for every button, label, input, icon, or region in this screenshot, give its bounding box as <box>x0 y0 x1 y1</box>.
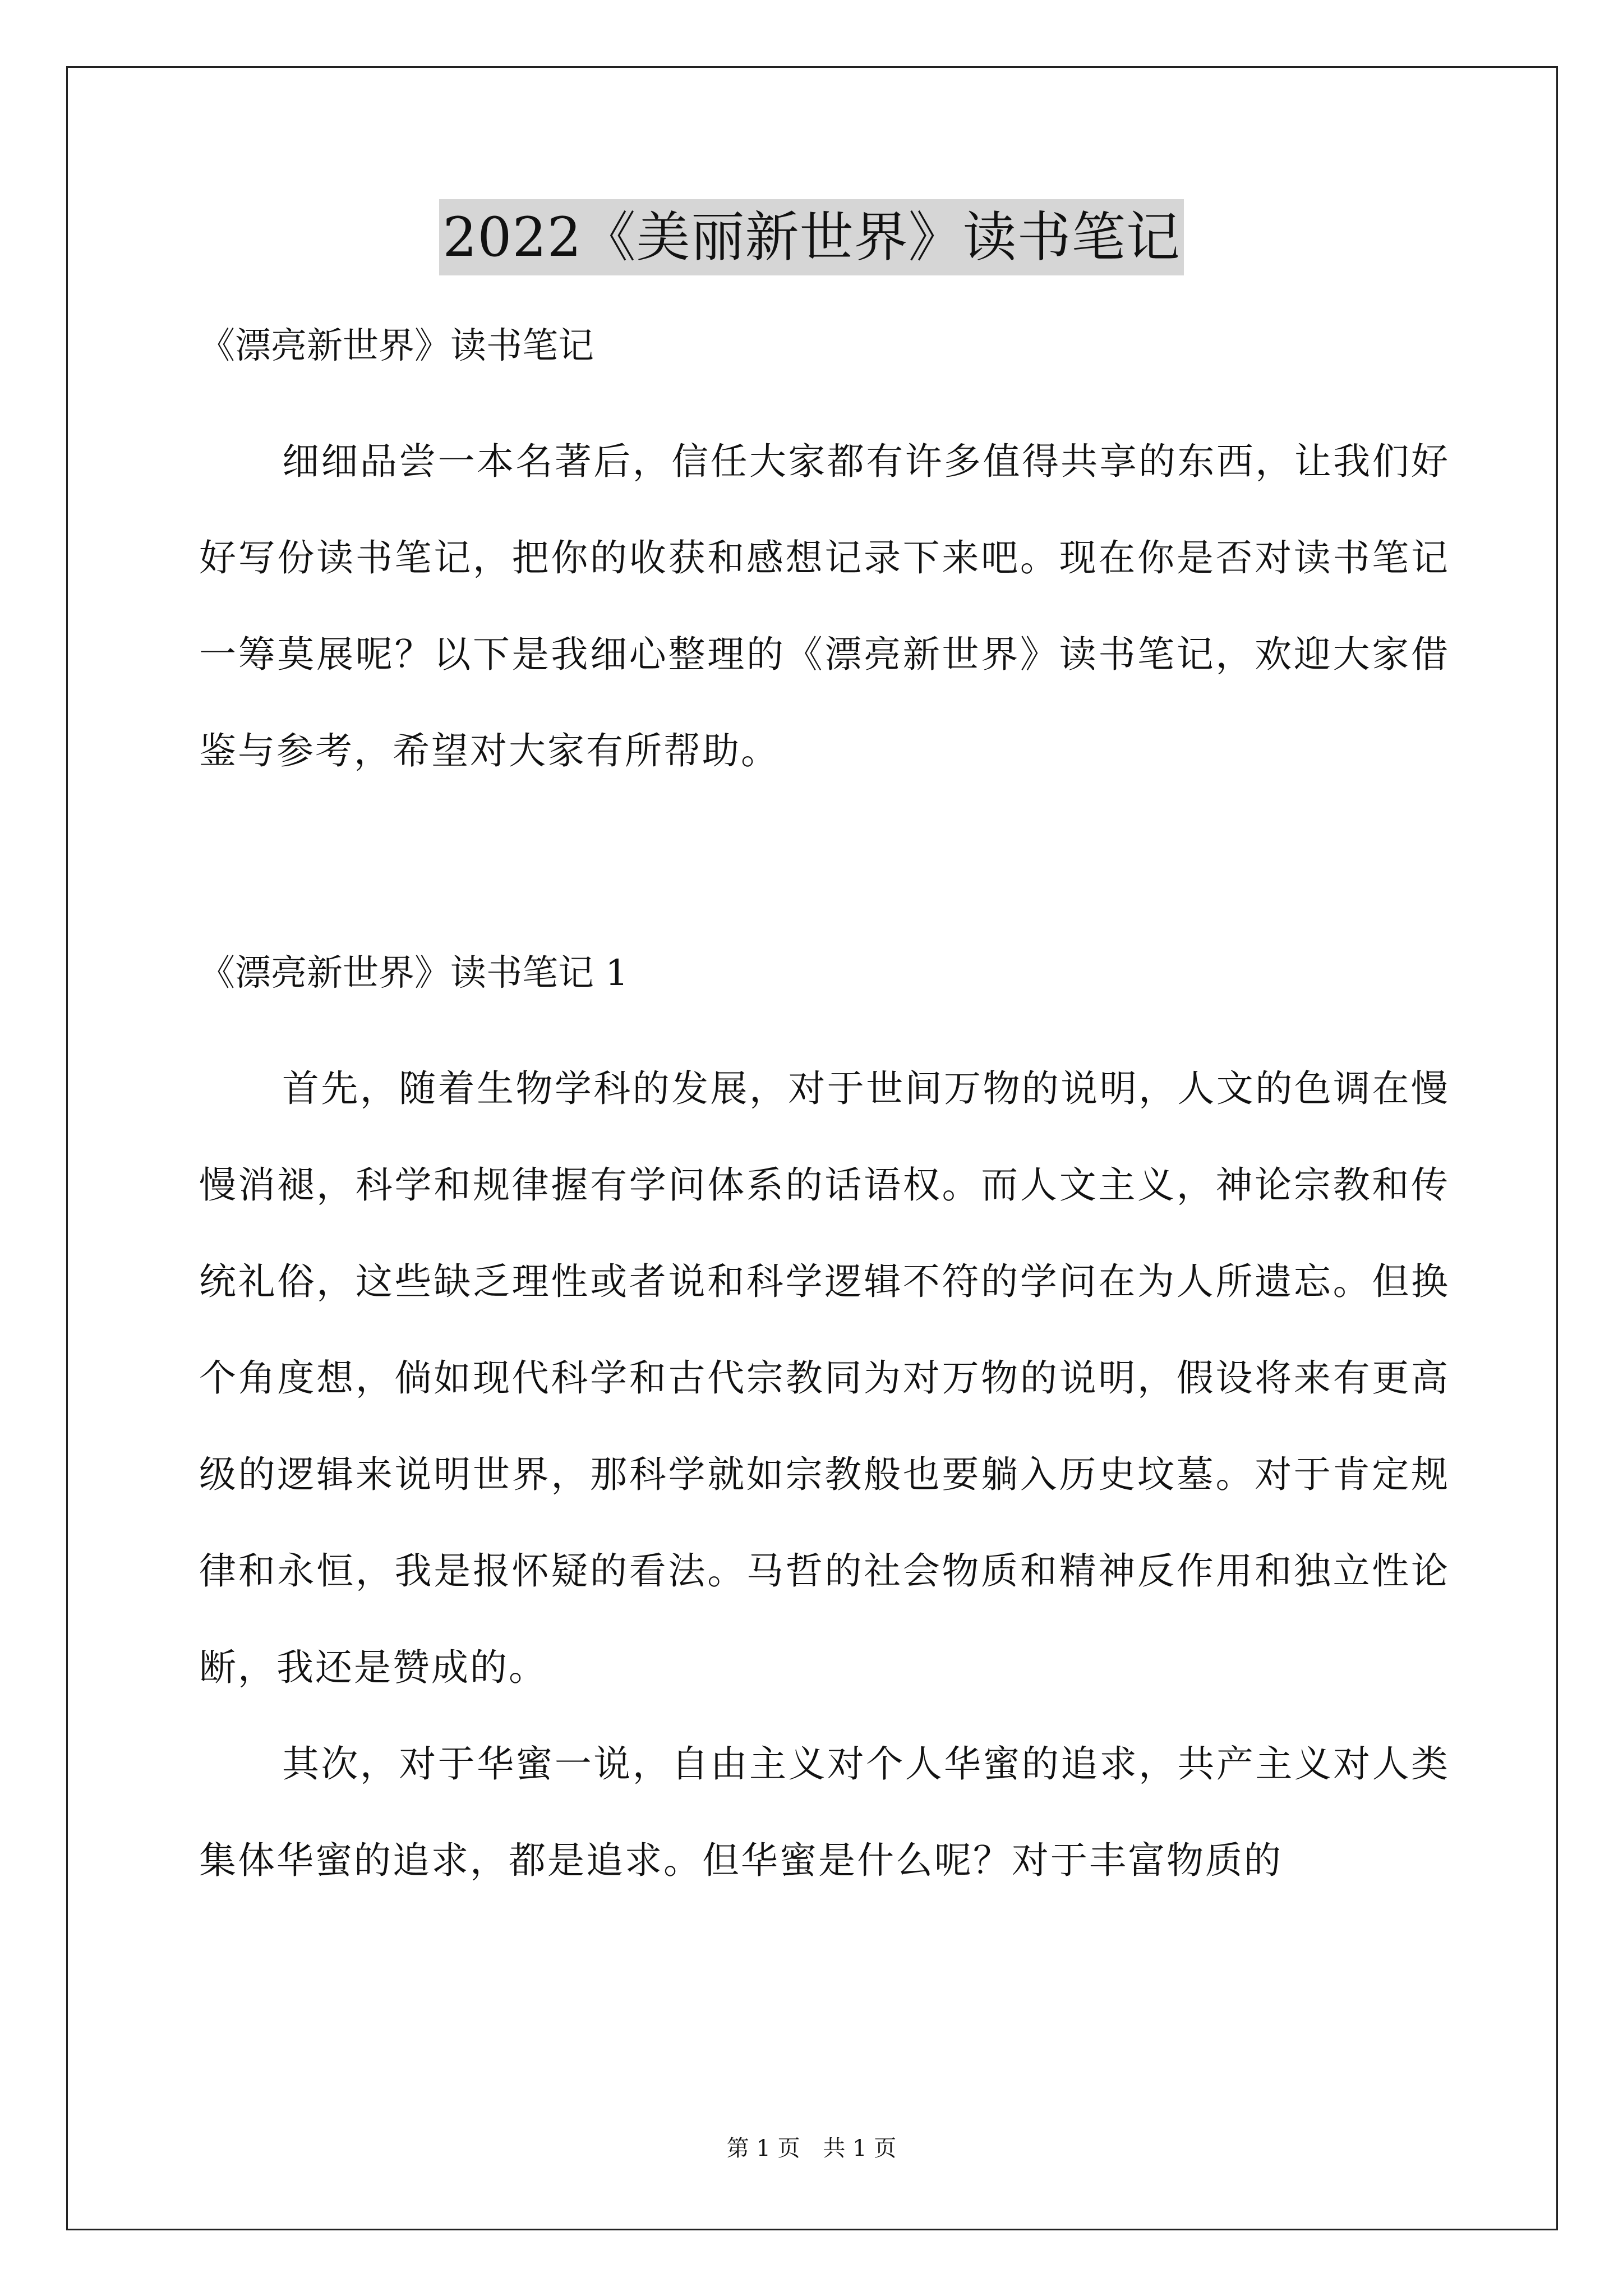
document-title: 2022《美丽新世界》读书笔记 <box>439 199 1183 275</box>
intro-paragraph: 细细品尝一本名著后，信任大家都有许多值得共享的东西，让我们好好写份读书笔记，把你的收获和感想记录下来吧。现在你是否对读书笔记一筹莫展呢？以下是我细心整理的《漂亮新世界》读书笔记，欢迎大家借鉴与参考，希望对大家有所帮助。 <box>199 440 1450 772</box>
title-container <box>0 199 1623 275</box>
document-body <box>199 325 1450 1909</box>
page-number-current: 第 1 页 <box>726 2136 800 2161</box>
body-paragraph-2: 其次，对于华蜜一说，自由主义对个人华蜜的追求，共产主义对人类集体华蜜的追求，都是追求。但华蜜是什么呢？对于丰富物质的 <box>199 1742 1450 1882</box>
body-paragraph-1: 首先，随着生物学科的发展，对于世间万物的说明，人文的色调在慢慢消褪，科学和规律握有学问体系的话语权。而人文主义，神论宗教和传统礼俗，这些缺乏理性或者说和科学逻辑不符的学问在为人所遗忘。但换个角度想，倘如现代科学和古代宗教同为对万物的说明，假设将来有更高级的逻辑来说明世界，那科学就如宗教般也要躺入历史坟墓。对于肯定规律和永恒，我是报怀疑的看法。马哲的社会物质和精神反作用和独立性论断，我还是赞成的。 <box>199 1067 1450 1689</box>
page-number-total: 共 1 页 <box>823 2136 897 2161</box>
page-footer <box>0 2134 1623 2162</box>
section-heading-intro: 《漂亮新世界》读书笔记 <box>199 325 594 367</box>
section-heading-1: 《漂亮新世界》读书笔记 1 <box>199 953 629 994</box>
